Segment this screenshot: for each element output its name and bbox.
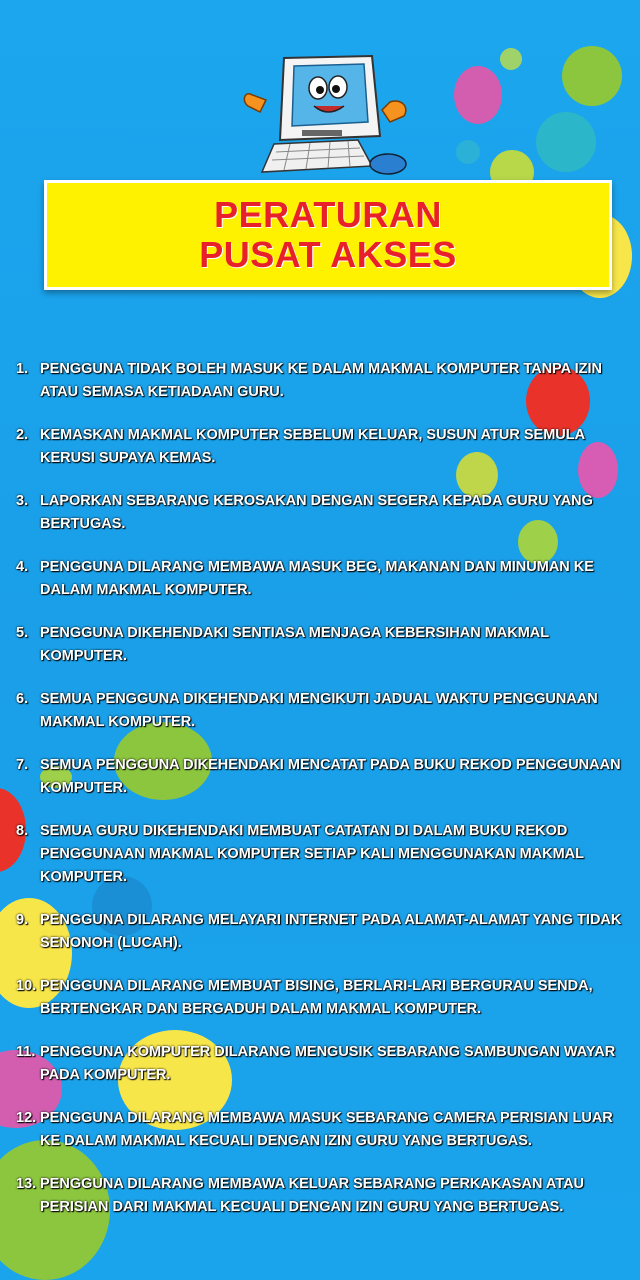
rule-item [16,909,632,955]
rule-item [16,358,632,404]
rule-text: KEMASKAN MAKMAL KOMPUTER SEBELUM KELUAR, SUSUN ATUR SEMULA KERUSI SUPAYA KEMAS. [40,427,585,466]
rule-item [16,622,632,668]
title-line-2: PUSAT AKSES [199,234,457,275]
rules-list [16,358,632,1219]
rule-number: 12. [16,1110,37,1126]
rule-item [16,1173,632,1219]
rule-item [16,975,632,1021]
rule-number: 2. [16,427,29,443]
title-line-1: PERATURAN [214,194,442,235]
rule-item [16,1107,632,1153]
rule-text: PENGGUNA KOMPUTER DILARANG MENGUSIK SEBARANG SAMBUNGAN WAYAR PADA KOMPUTER. [40,1044,616,1083]
rule-item [16,754,632,800]
rule-item [16,1041,632,1087]
rule-number: 10. [16,978,37,994]
rule-number: 6. [16,691,29,707]
bubble-lightgreen [500,48,522,70]
rule-text: PENGGUNA DILARANG MEMBAWA KELUAR SEBARANG PERKAKASAN ATAU PERISIAN DARI MAKMAL KECUALI DENGAN IZIN GURU YANG BERTUGAS. [40,1176,585,1215]
rule-text: PENGGUNA DILARANG MEMBAWA MASUK SEBARANG CAMERA PERISIAN LUAR KE DALAM MAKMAL KECUALI DENGAN IZIN GURU YANG BERTUGAS. [40,1110,613,1149]
bubble-small-blue [456,140,480,164]
rule-text: PENGGUNA DILARANG MEMBUAT BISING, BERLARI-LARI BERGURAU SENDA, BERTENGKAR DAN BERGADUH DALAM MAKMAL KOMPUTER. [40,978,593,1017]
rule-number: 11. [16,1044,36,1060]
rule-text: SEMUA PENGGUNA DIKEHENDAKI MENCATAT PADA BUKU REKOD PENGGUNAAN KOMPUTER. [40,757,621,796]
bubble-pink [454,66,502,124]
rule-item [16,688,632,734]
rule-text: PENGGUNA DIKEHENDAKI SENTIASA MENJAGA KEBERSIHAN MAKMAL KOMPUTER. [40,625,549,664]
rule-item [16,424,632,470]
rule-item [16,490,632,536]
rule-number: 4. [16,559,29,575]
rule-text: PENGGUNA DILARANG MEMBAWA MASUK BEG, MAKANAN DAN MINUMAN KE DALAM MAKMAL KOMPUTER. [40,559,594,598]
rule-number: 8. [16,823,29,839]
rule-text: PENGGUNA DILARANG MELAYARI INTERNET PADA ALAMAT-ALAMAT YANG TIDAK SENONOH (LUCAH). [40,912,622,951]
title-banner [44,180,612,290]
rule-number: 9. [16,912,29,928]
rule-text: PENGGUNA TIDAK BOLEH MASUK KE DALAM MAKMAL KOMPUTER TANPA IZIN ATAU SEMASA KETIADAAN GURU. [40,361,602,400]
bubble-teal [536,112,596,172]
rule-number: 5. [16,625,29,641]
rule-text: SEMUA PENGGUNA DIKEHENDAKI MENGIKUTI JADUAL WAKTU PENGGUNAAN MAKMAL KOMPUTER. [40,691,598,730]
rule-number: 13. [16,1176,37,1192]
bubble-green [562,46,622,106]
rule-text: SEMUA GURU DIKEHENDAKI MEMBUAT CATATAN DI DALAM BUKU REKOD PENGGUNAAN MAKMAL KOMPUTER SETIAP KALI MENGGUNAKAN MAKMAL KOMPUTER. [40,823,584,885]
rule-item [16,556,632,602]
rule-number: 3. [16,493,29,509]
rule-item [16,820,632,889]
rule-number: 1. [16,361,29,377]
rule-text: LAPORKAN SEBARANG KEROSAKAN DENGAN SEGERA KEPADA GURU YANG BERTUGAS. [40,493,593,532]
rule-number: 7. [16,757,29,773]
computer-mascot-icon [240,52,412,182]
